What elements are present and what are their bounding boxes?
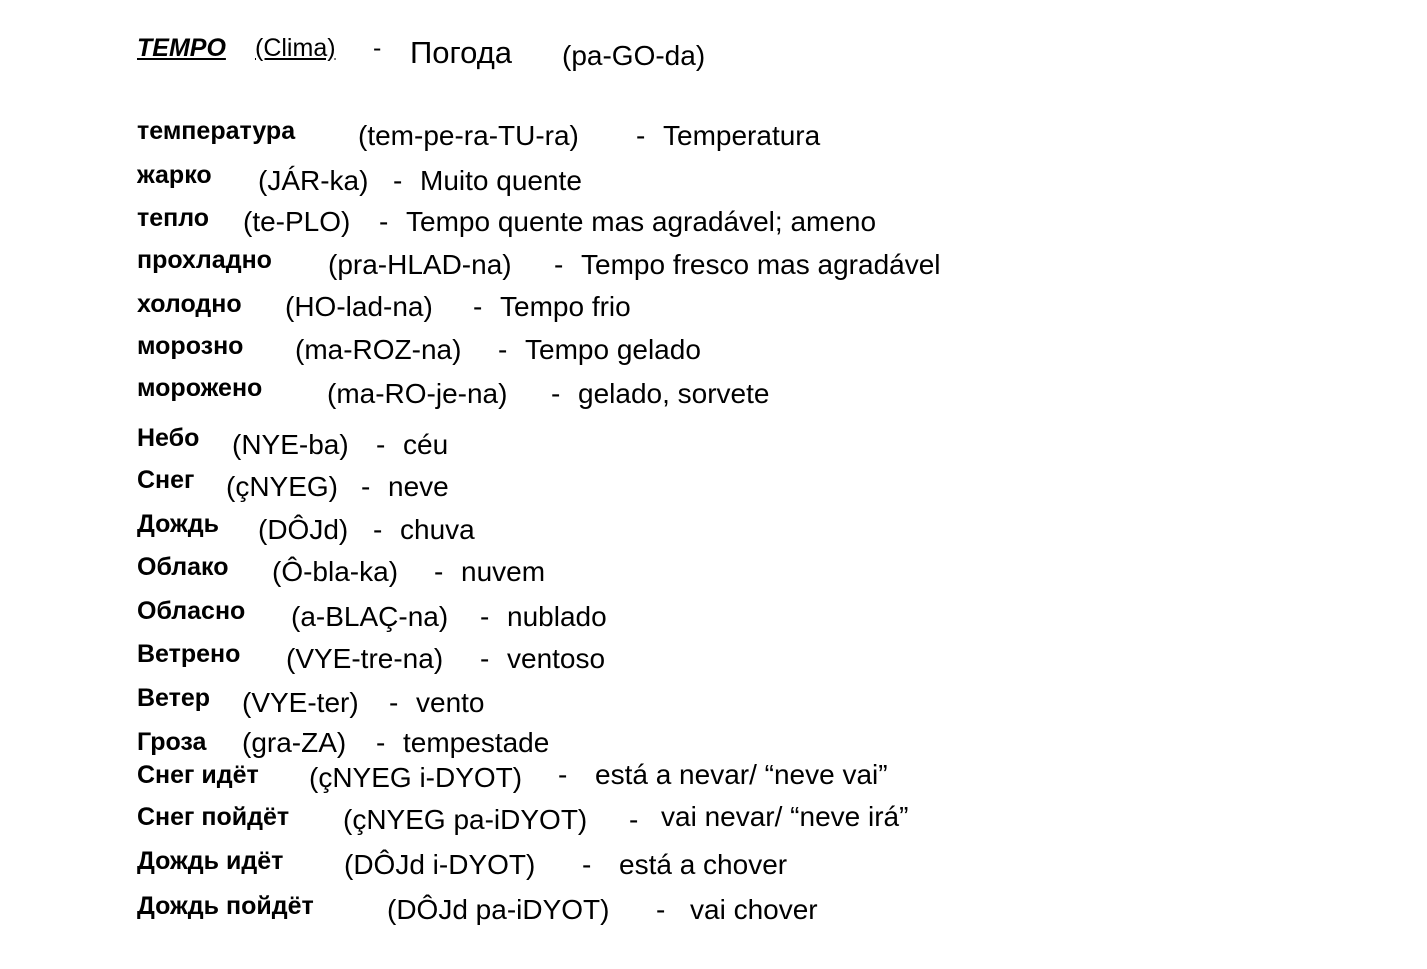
entry-dash: - bbox=[434, 556, 444, 587]
entry-pronunciation: (HO-lad-na) bbox=[285, 291, 433, 322]
entry-dash: - bbox=[554, 249, 564, 280]
entry-russian: Ветрено bbox=[137, 640, 241, 668]
entry-dash: - bbox=[389, 687, 399, 718]
entry-dash: - bbox=[361, 471, 371, 502]
entry-portuguese: está a nevar/ “neve vai” bbox=[595, 759, 888, 790]
entry-pronunciation: (çNYEG pa-iDYOT) bbox=[343, 804, 588, 835]
entry-russian: жарко bbox=[137, 161, 212, 189]
entry-portuguese: Tempo frio bbox=[500, 291, 631, 322]
entry-portuguese: vento bbox=[416, 687, 485, 718]
entry-dash: - bbox=[373, 514, 383, 545]
entry-russian: прохладно bbox=[137, 246, 272, 274]
title-pronunciation: (pa-GO-da) bbox=[562, 40, 706, 71]
entry-portuguese: neve bbox=[388, 471, 449, 502]
entry-portuguese: Temperatura bbox=[663, 120, 821, 151]
entry-pronunciation: (ma-RO-je-na) bbox=[327, 378, 508, 409]
entry-portuguese: vai nevar/ “neve irá” bbox=[661, 801, 909, 832]
entry-portuguese: ventoso bbox=[507, 643, 606, 674]
entry-dash: - bbox=[376, 429, 386, 460]
entry-pronunciation: (a-BLAÇ-na) bbox=[291, 601, 449, 632]
entry-pronunciation: (çNYEG) bbox=[226, 471, 338, 502]
entry-dash: - bbox=[582, 849, 592, 880]
entry-russian: температура bbox=[137, 117, 296, 145]
entry-portuguese: Tempo quente mas agradável; ameno bbox=[406, 206, 877, 237]
entry-russian: Дождь пойдёт bbox=[137, 892, 314, 920]
entry-pronunciation: (DÔJd pa-iDYOT) bbox=[387, 894, 610, 925]
entry-dash: - bbox=[498, 334, 508, 365]
entry-dash: - bbox=[480, 601, 490, 632]
entry-russian: холодно bbox=[137, 290, 242, 318]
entry-portuguese: Tempo fresco mas agradável bbox=[581, 249, 941, 280]
title-paren: (Clima) bbox=[255, 34, 336, 62]
title-dash: - bbox=[373, 34, 382, 62]
entry-portuguese: nublado bbox=[507, 601, 607, 632]
title-russian: Погода bbox=[410, 35, 513, 70]
entry-portuguese: está a chover bbox=[619, 849, 788, 880]
entry-pronunciation: (VYE-tre-na) bbox=[286, 643, 444, 674]
entry-russian: тепло bbox=[137, 204, 210, 232]
entry-portuguese: tempestade bbox=[403, 727, 550, 758]
entry-portuguese: vai chover bbox=[690, 894, 818, 925]
entry-pronunciation: (gra-ZA) bbox=[242, 727, 347, 758]
entry-portuguese: Tempo gelado bbox=[525, 334, 701, 365]
entry-russian: Облако bbox=[137, 553, 229, 581]
entry-pronunciation: (Ô-bla-ka) bbox=[272, 556, 399, 587]
entry-portuguese: gelado, sorvete bbox=[578, 378, 770, 409]
entry-dash: - bbox=[379, 206, 389, 237]
entry-russian: Обласно bbox=[137, 597, 246, 625]
entry-russian: Снег bbox=[137, 466, 195, 494]
entry-pronunciation: (te-PLO) bbox=[243, 206, 351, 237]
entry-dash: - bbox=[629, 804, 639, 835]
entry-russian: Снег идёт bbox=[137, 761, 259, 789]
entry-russian: Дождь идёт bbox=[137, 847, 284, 875]
entry-portuguese: nuvem bbox=[461, 556, 546, 587]
entry-russian: Снег пойдёт bbox=[137, 803, 290, 831]
title-word: TEMPO bbox=[137, 34, 226, 62]
entry-pronunciation: (NYE-ba) bbox=[232, 429, 349, 460]
entry-pronunciation: (VYE-ter) bbox=[242, 687, 359, 718]
entry-dash: - bbox=[473, 291, 483, 322]
entry-dash: - bbox=[558, 759, 568, 790]
entry-russian: Дождь bbox=[137, 510, 220, 538]
entry-pronunciation: (tem-pe-ra-TU-ra) bbox=[358, 120, 579, 151]
entry-dash: - bbox=[636, 120, 646, 151]
entry-pronunciation: (DÔJd) bbox=[258, 514, 349, 545]
entry-russian: Небо bbox=[137, 424, 200, 452]
entry-russian: Ветер bbox=[137, 684, 211, 712]
entry-dash: - bbox=[551, 378, 561, 409]
entry-pronunciation: (pra-HLAD-na) bbox=[328, 249, 512, 280]
entry-dash: - bbox=[376, 727, 386, 758]
entry-dash: - bbox=[480, 643, 490, 674]
entry-dash: - bbox=[656, 894, 666, 925]
entry-russian: морожено bbox=[137, 374, 263, 402]
entry-pronunciation: (çNYEG i-DYOT) bbox=[309, 762, 523, 793]
entry-pronunciation: (JÁR-ka) bbox=[258, 165, 369, 196]
entry-russian: морозно bbox=[137, 332, 244, 360]
entry-portuguese: céu bbox=[403, 429, 449, 460]
entry-pronunciation: (DÔJd i-DYOT) bbox=[344, 849, 536, 880]
entry-russian: Гроза bbox=[137, 728, 207, 756]
entry-portuguese: chuva bbox=[400, 514, 475, 545]
entry-portuguese: Muito quente bbox=[420, 165, 582, 196]
entry-dash: - bbox=[393, 165, 403, 196]
entry-pronunciation: (ma-ROZ-na) bbox=[295, 334, 462, 365]
